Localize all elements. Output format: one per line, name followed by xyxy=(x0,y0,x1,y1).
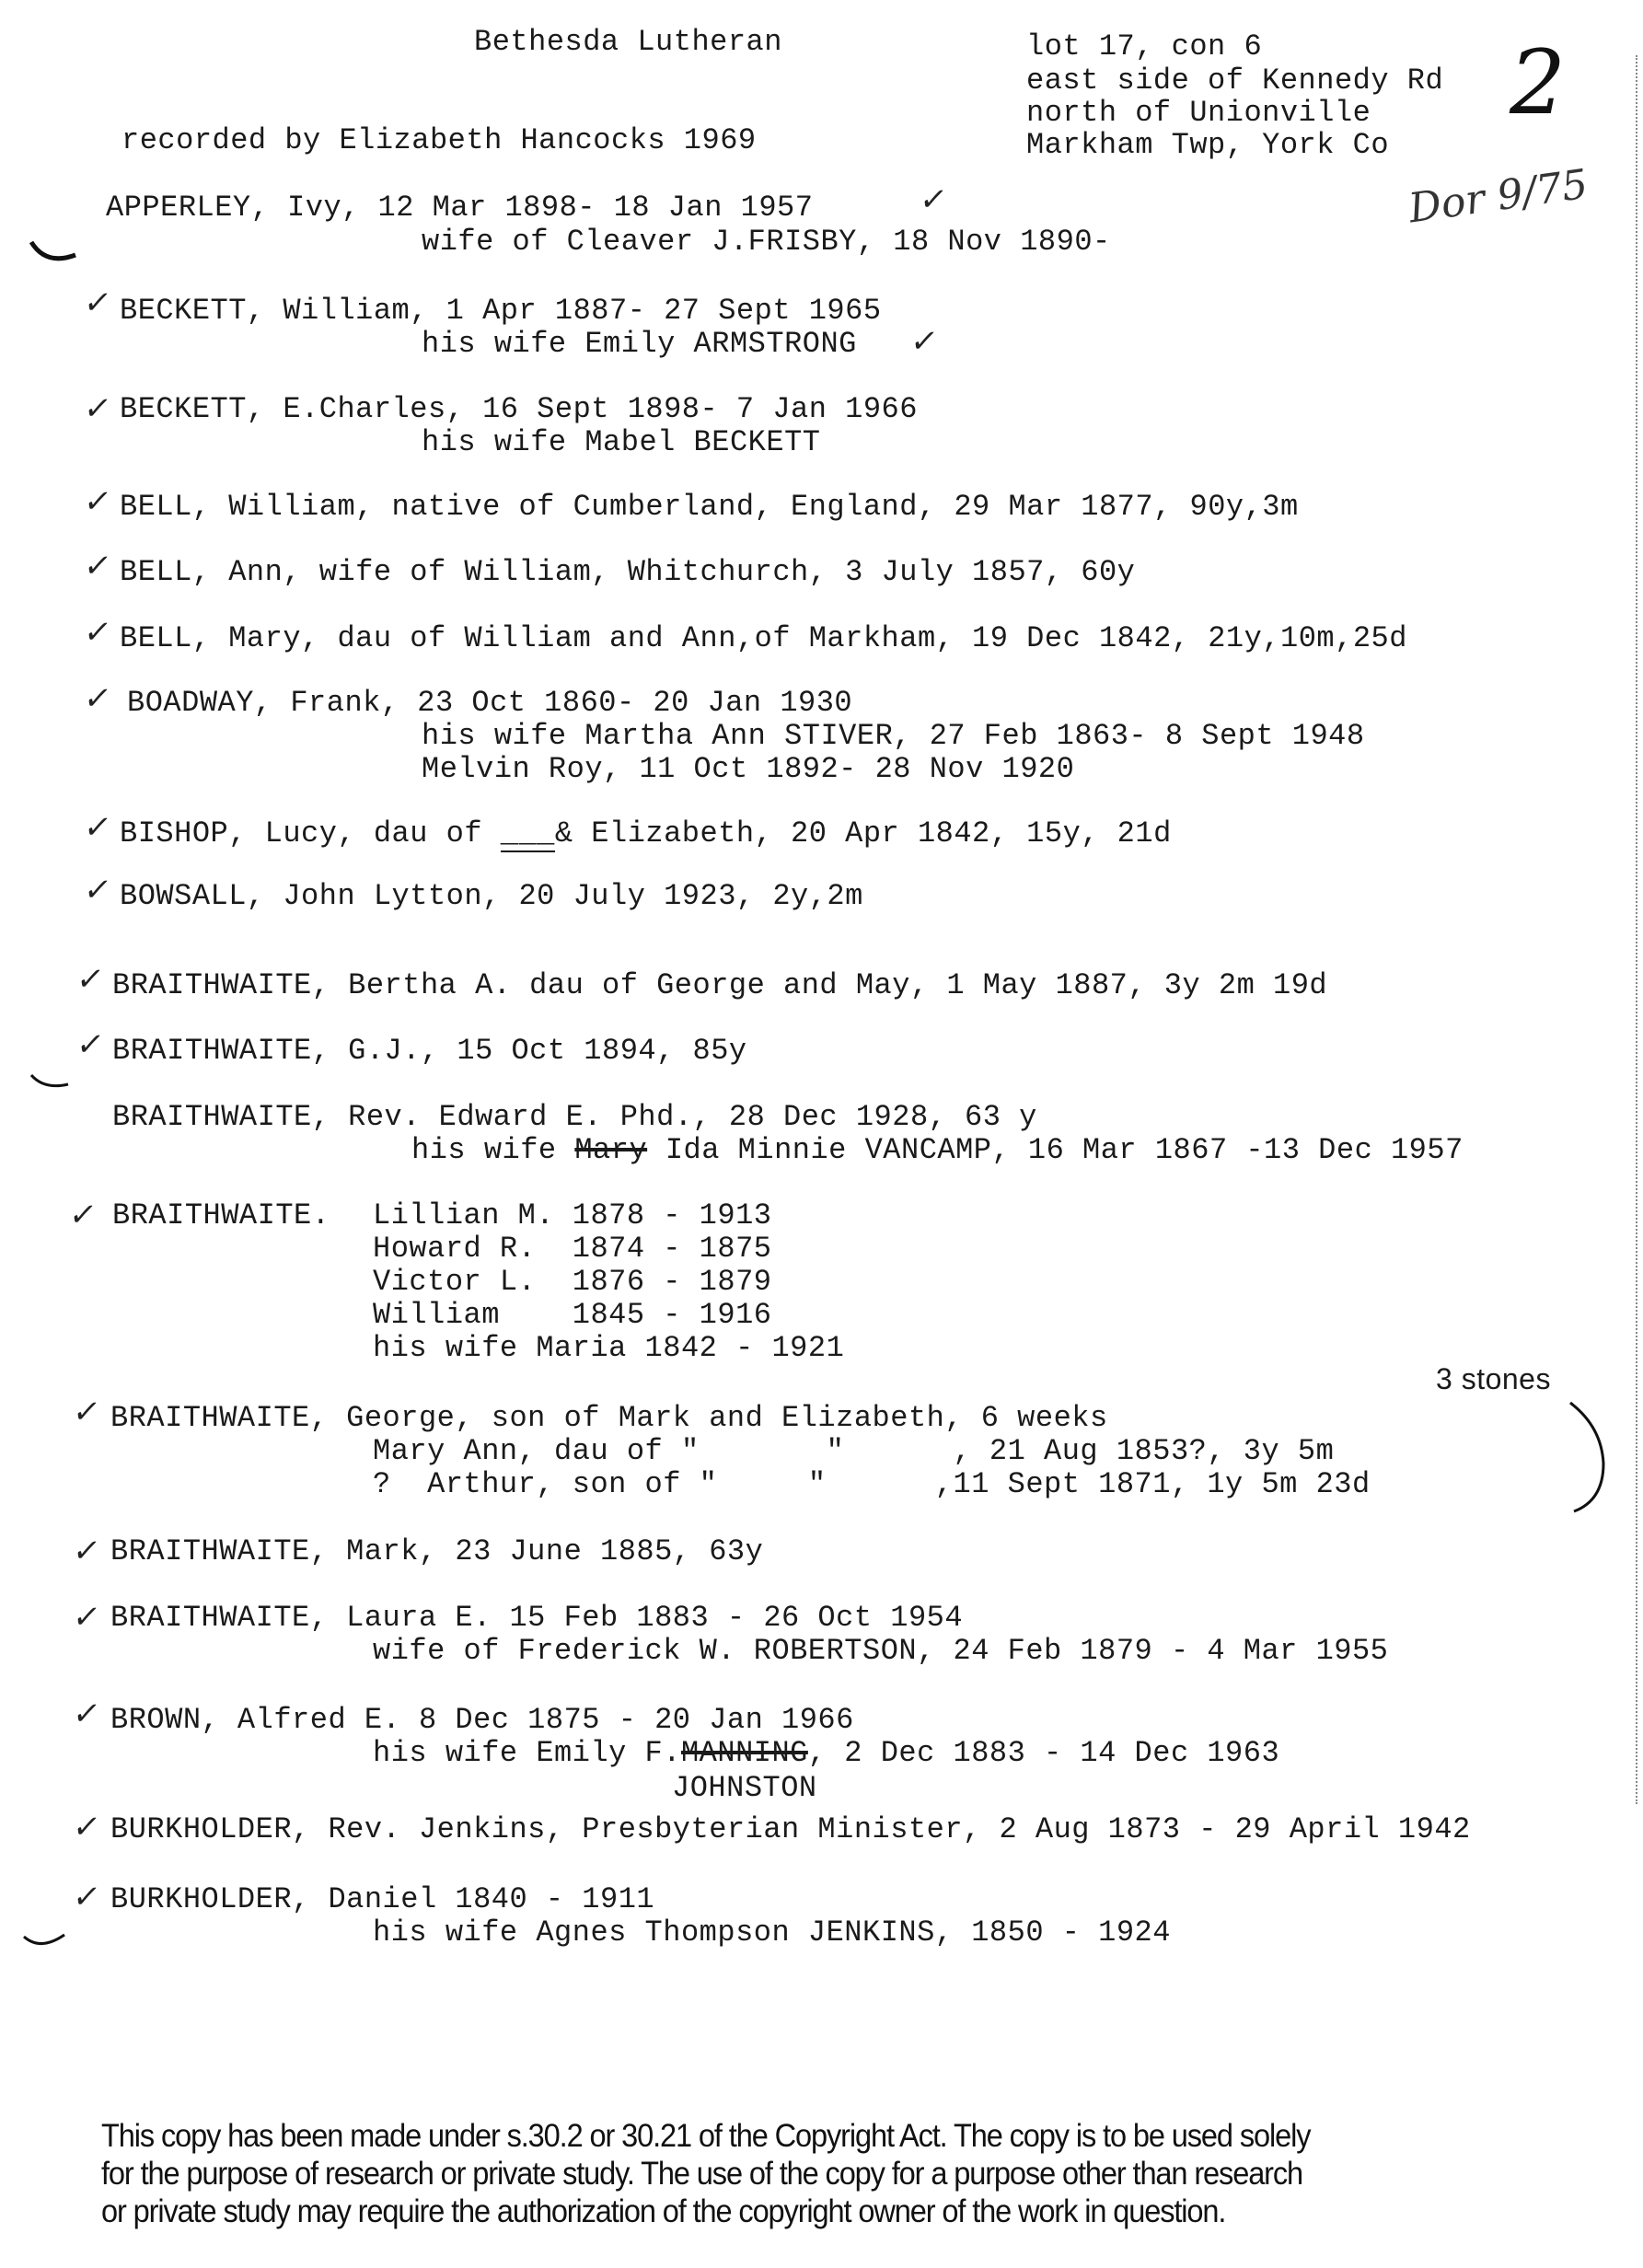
struck-out-text: MANNING xyxy=(680,1736,808,1770)
entry-line: BRAITHWAITE, Bertha A. dau of George and May, 1 May 1887, 3y 2m 19d xyxy=(112,968,1328,1002)
check-mark-icon: ✓ xyxy=(81,614,115,651)
entry-line: BRAITHWAITE, Mark, 23 June 1885, 63y xyxy=(110,1534,764,1568)
entry-line: his wife Mabel BECKETT xyxy=(422,425,821,459)
check-mark-icon: ✓ xyxy=(81,284,115,321)
check-mark-icon: ✓ xyxy=(70,1695,104,1732)
entry-line-part: BISHOP, Lucy, dau of xyxy=(120,816,501,850)
copyright-line: for the purpose of research or private study. The use of the copy for a purpose other than research xyxy=(101,2156,1303,2192)
entry-line: Victor L. 1876 - 1879 xyxy=(373,1265,772,1299)
check-mark-icon: ✓ xyxy=(81,483,115,520)
entry-line-part: Ida Minnie VANCAMP, 16 Mar 1867 -13 Dec 1957 xyxy=(647,1133,1464,1167)
check-mark-icon: ✓ xyxy=(70,1599,104,1636)
entry-line: BURKHOLDER, Rev. Jenkins, Presbyterian Minister, 2 Aug 1873 - 29 April 1942 xyxy=(110,1812,1471,1846)
entry-line: William 1845 - 1916 xyxy=(373,1298,772,1332)
entry-line: ? Arthur, son of " " ,11 Sept 1871, 1y 5m 23d xyxy=(373,1467,1371,1501)
check-mark-icon: ✓ xyxy=(70,1533,104,1569)
check-mark-icon: ✓ xyxy=(908,323,942,360)
check-mark-icon: ✓ xyxy=(81,809,115,846)
entry-line: BECKETT, William, 1 Apr 1887- 27 Sept 1965 xyxy=(120,294,882,328)
entry-line: BRAITHWAITE, G.J., 15 Oct 1894, 85y xyxy=(112,1034,747,1068)
margin-curl-mark xyxy=(18,1924,74,1961)
entry-line: Melvin Roy, 11 Oct 1892- 28 Nov 1920 xyxy=(422,752,1075,786)
entry-line-part: his wife Emily F. xyxy=(373,1736,681,1770)
struck-out-text: Mary xyxy=(574,1133,648,1167)
entry-line: his wife Agnes Thompson JENKINS, 1850 - 1924 xyxy=(373,1915,1171,1950)
check-mark-icon: ✓ xyxy=(81,680,115,717)
entry-line: BROWN, Alfred E. 8 Dec 1875 - 20 Jan 1966 xyxy=(110,1703,854,1737)
check-mark-icon: ✓ xyxy=(70,1879,104,1915)
handwritten-margin-note: Dor 9/75 xyxy=(1406,160,1591,233)
entry-line: BOWSALL, John Lytton, 20 July 1923, 2y,2m xyxy=(120,879,863,913)
entry-line-part: , 2 Dec 1883 - 14 Dec 1963 xyxy=(807,1736,1280,1770)
entry-line: BRAITHWAITE, George, son of Mark and Elizabeth, 6 weeks xyxy=(110,1401,1108,1435)
entry-line xyxy=(120,817,1172,852)
entry-line: APPERLEY, Ivy, 12 Mar 1898- 18 Jan 1957 xyxy=(106,191,814,225)
copyright-notice xyxy=(101,2117,1505,2230)
entry-surname: BRAITHWAITE. xyxy=(112,1198,330,1232)
check-mark-icon: ✓ xyxy=(66,1197,100,1233)
entry-line: Howard R. 1874 - 1875 xyxy=(373,1232,772,1266)
check-mark-icon: ✓ xyxy=(70,1394,104,1430)
entry-line: wife of Cleaver J.FRISBY, 18 Nov 1890- xyxy=(422,225,1111,259)
check-mark-icon: ✓ xyxy=(917,181,951,218)
bracket-annotation-mark xyxy=(1565,1399,1620,1519)
entry-line xyxy=(373,1737,1279,1770)
entry-line: BECKETT, E.Charles, 16 Sept 1898- 7 Jan 1966 xyxy=(120,392,918,426)
scan-edge xyxy=(1634,55,1637,1804)
entry-line-part: his wife xyxy=(411,1133,575,1167)
location-line-1: lot 17, con 6 xyxy=(1026,29,1263,64)
entry-line: Lillian M. 1878 - 1913 xyxy=(373,1198,772,1232)
copyright-line: This copy has been made under s.30.2 or 30.21 of the Copyright Act. The copy is to be used solely xyxy=(101,2118,1311,2154)
check-mark-icon: ✓ xyxy=(74,1026,108,1063)
entry-line: BELL, William, native of Cumberland, England, 29 Mar 1877, 90y,3m xyxy=(120,490,1299,524)
check-mark-icon: ✓ xyxy=(70,1809,104,1846)
check-mark-icon: ✓ xyxy=(81,872,115,908)
entry-line: BURKHOLDER, Daniel 1840 - 1911 xyxy=(110,1882,655,1916)
check-mark-icon: ✓ xyxy=(81,390,115,427)
entry-line-part: & Elizabeth, 20 Apr 1842, 15y, 21d xyxy=(554,816,1172,850)
entry-line: Mary Ann, dau of " " , 21 Aug 1853?, 3y 5m xyxy=(373,1434,1335,1468)
entry-line: BELL, Ann, wife of William, Whitchurch, 3 July 1857, 60y xyxy=(120,555,1136,589)
entry-line: BELL, Mary, dau of William and Ann,of Markham, 19 Dec 1842, 21y,10m,25d xyxy=(120,621,1407,655)
unknown-name-blank: ___ xyxy=(500,816,555,850)
entry-line: BOADWAY, Frank, 23 Oct 1860- 20 Jan 1930 xyxy=(127,686,853,720)
entry-line: BRAITHWAITE, Rev. Edward E. Phd., 28 Dec 1928, 63 y xyxy=(112,1100,1037,1134)
margin-curl-mark xyxy=(28,1068,83,1095)
margin-curl-mark xyxy=(28,235,83,272)
entry-line: his wife Maria 1842 - 1921 xyxy=(373,1331,845,1365)
correction-text: JOHNSTON xyxy=(672,1771,817,1805)
entry-line: his wife Martha Ann STIVER, 27 Feb 1863- 8 Sept 1948 xyxy=(422,719,1365,753)
copyright-line: or private study may require the authorization of the copyright owner of the work in question. xyxy=(101,2193,1226,2229)
location-line-2: east side of Kennedy Rd xyxy=(1026,64,1444,98)
entry-line: BRAITHWAITE, Laura E. 15 Feb 1883 - 26 Oct 1954 xyxy=(110,1601,964,1635)
handwritten-page-number: 2 xyxy=(1510,31,1567,134)
entry-line xyxy=(411,1134,1464,1167)
entry-line: his wife Emily ARMSTRONG xyxy=(422,327,857,361)
check-mark-icon: ✓ xyxy=(81,548,115,584)
cemetery-name: Bethesda Lutheran xyxy=(474,25,782,59)
location-line-3: north of Unionville xyxy=(1026,96,1371,130)
check-mark-icon: ✓ xyxy=(74,961,108,998)
entry-line: wife of Frederick W. ROBERTSON, 24 Feb 1879 - 4 Mar 1955 xyxy=(373,1634,1389,1668)
location-line-4: Markham Twp, York Co xyxy=(1026,128,1390,162)
recorder-line: recorded by Elizabeth Hancocks 1969 xyxy=(121,123,757,157)
stones-annotation: 3 stones xyxy=(1436,1362,1551,1395)
